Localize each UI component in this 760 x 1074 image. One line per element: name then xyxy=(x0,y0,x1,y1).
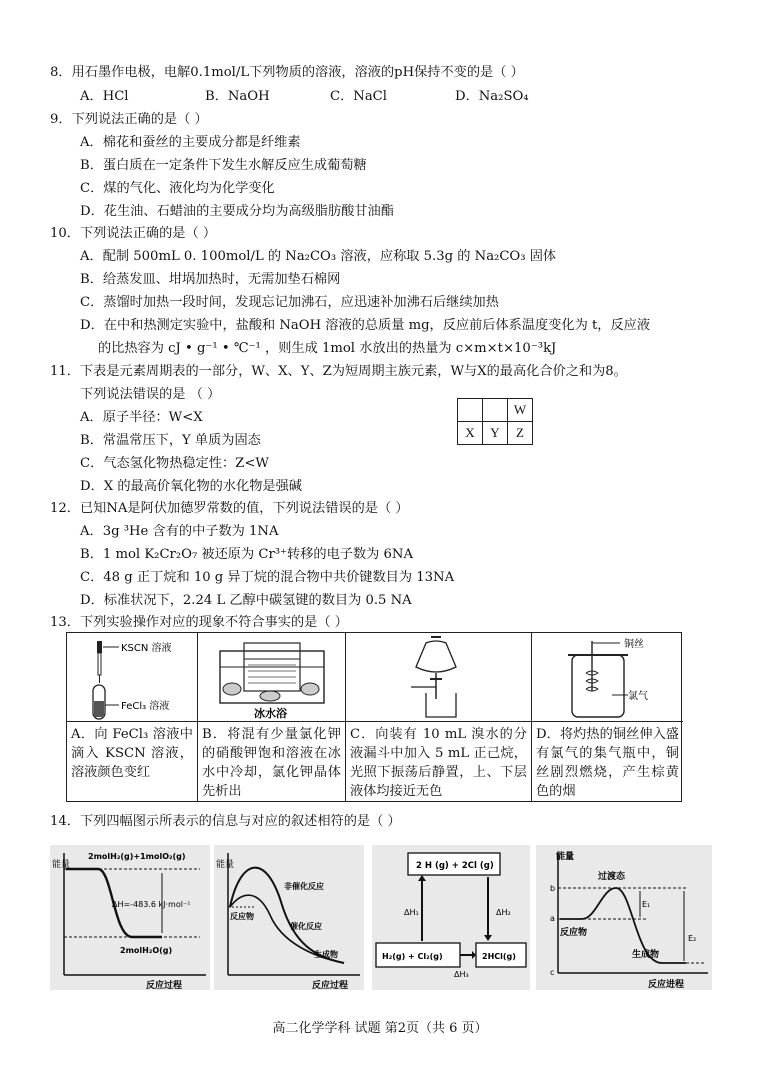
separatory-funnel-icon xyxy=(346,633,531,721)
g2-prod-label: 生成物 xyxy=(314,950,338,959)
g1-ylabel: 能量 xyxy=(52,860,71,870)
g4-xlabel: 反应进程 xyxy=(648,980,685,990)
copper-wire-label: 铜丝 xyxy=(624,639,644,650)
q11-option-a: A．原子半径：W<X xyxy=(80,410,203,425)
q8-option-a: A．HCl xyxy=(80,89,129,104)
experiment-cell-b xyxy=(198,633,346,801)
energy-curve-1 xyxy=(50,845,210,990)
q12-stem: 12．已知NA是阿伏加德罗常数的值，下列说法错误的是（ ） xyxy=(50,501,409,516)
experiment-c-image xyxy=(346,633,531,722)
g2-xlabel: 反应过程 xyxy=(312,981,349,990)
q11-option-d: D．X 的最高价氧化物的水化物是强碱 xyxy=(80,479,302,494)
q9-option-b: B．蛋白质在一定条件下发生水解反应生成葡萄糖 xyxy=(80,158,367,173)
g4-e1-label: E₁ xyxy=(642,900,651,909)
q12-option-a: A．3g ³He 含有的中子数为 1NA xyxy=(80,524,279,539)
g3-dh3-label: ΔH₃ xyxy=(454,970,469,979)
page-footer: 高二化学学科 试题 第2页（共 6 页） xyxy=(272,1021,488,1036)
experiment-cell-a xyxy=(67,633,198,801)
q10-option-d: D．在中和热测定实验中，盐酸和 NaOH 溶液的总质量 mg，反应前后体系温度变化为 t，反应液 xyxy=(80,318,651,333)
g4-react-label: 反应物 xyxy=(560,928,588,938)
g1-top-label: 2molH₂(g)+1molO₂(g) xyxy=(88,852,186,861)
q10-stem: 10．下列说法正确的是（ ） xyxy=(50,226,217,241)
experiment-a-text: A．向 FeCl₃ 溶液中滴入 KSCN 溶液，溶液颜色变红 xyxy=(71,727,193,780)
q9-stem: 9．下列说法正确的是（ ） xyxy=(50,112,208,127)
energy-diagram-3 xyxy=(372,845,530,990)
energy-diagram-1 xyxy=(50,845,210,990)
q11-option-c: C．气态氢化物热稳定性：Z<W xyxy=(80,456,269,471)
g4-a-label: a xyxy=(550,914,555,923)
pt-cell-empty xyxy=(483,399,508,422)
q12-option-c: C．48 g 正丁烷和 10 g 异丁烷的混合物中共价键数目为 13NA xyxy=(80,570,455,585)
g3-top-label: 2 H (g) + 2Cl (g) xyxy=(416,861,494,871)
kscn-label: KSCN 溶液 xyxy=(121,643,172,654)
g4-c-label: c xyxy=(550,968,555,977)
q10-option-a: A．配制 500mL 0. 100mol/L 的 Na₂CO₃ 溶液，应称取 5.3g 的 Na₂CO₃ 固体 xyxy=(80,249,557,264)
g4-ylabel: 能量 xyxy=(556,852,575,862)
q8-option-c: C．NaCl xyxy=(330,89,387,104)
g2-uncat-label: 非催化反应 xyxy=(284,882,324,891)
energy-diagram-2 xyxy=(214,845,364,990)
g4-ts-label: 过渡态 xyxy=(598,872,626,882)
experiment-b-image xyxy=(198,633,345,722)
q14-stem: 14．下列四幅图示所表示的信息与对应的叙述相符的是（ ） xyxy=(50,814,401,829)
experiment-d-image xyxy=(532,633,683,722)
q12-option-b: B．1 mol K₂Cr₂O₇ 被还原为 Cr³⁺转移的电子数为 6NA xyxy=(80,547,413,562)
experiment-cell-d xyxy=(532,633,683,801)
q9-option-d: D．花生油、石蜡油的主要成分均为高级脂肪酸甘油酯 xyxy=(80,204,394,219)
gas-jar-copper-icon xyxy=(532,633,682,721)
chlorine-gas-label: 氯气 xyxy=(628,691,648,702)
q8-stem: 8．用石墨作电极，电解0.1mol/L下列物质的溶液，溶液的pH保持不变的是（ ） xyxy=(50,65,524,80)
g3-dh1-label: ΔH₁ xyxy=(404,908,419,917)
g1-bottom-label: 2molH₂O(g) xyxy=(120,946,173,955)
q11-stem-2: 下列说法错误的是 （ ） xyxy=(80,387,221,402)
experiment-table xyxy=(66,632,682,802)
energy-curve-2 xyxy=(214,845,364,990)
experiment-b-text: B．将混有少量氯化钾的硝酸钾饱和溶液在冰水中冷却，氯化钾晶体先析出 xyxy=(202,727,341,799)
q9-option-c: C．煤的气化、液化均为化学变化 xyxy=(80,181,275,196)
q13-stem: 13．下列实验操作对应的现象不符合事实的是（ ） xyxy=(50,615,348,630)
experiment-cell-c xyxy=(346,633,532,801)
pt-cell-empty xyxy=(458,399,483,422)
q12-option-d: D．标准状况下，2.24 L 乙醇中碳氢键的数目为 0.5 NA xyxy=(80,593,412,608)
experiment-c-text: C．向装有 10 mL 溴水的分液漏斗中加入 5 mL 正己烷，光照下振荡后静置，上、下层液体均接近无色 xyxy=(350,727,527,799)
g3-right-label: 2HCl(g) xyxy=(482,952,516,961)
experiment-d-text: D．将灼热的铜丝伸入盛有氯气的集气瓶中，铜丝剧烈燃烧，产生棕黄色的烟 xyxy=(536,727,679,799)
g2-cat-label: 催化反应 xyxy=(290,922,322,931)
q8-option-d: D．Na₂SO₄ xyxy=(455,89,529,104)
q11-stem: 11．下表是元素周期表的一部分，W、X、Y、Z为短周期主族元素，W与X的最高化合价之和为8。 xyxy=(50,364,627,379)
g4-prod-label: 生成物 xyxy=(632,950,660,960)
g1-xlabel: 反应过程 xyxy=(146,981,183,990)
q10-option-c: C．蒸馏时加热一段时间，发现忘记加沸石，应迅速补加沸石后继续加热 xyxy=(80,295,499,310)
q8-options xyxy=(80,88,600,106)
g3-left-label: H₂(g) + Cl₂(g) xyxy=(382,952,443,961)
hess-cycle-diagram xyxy=(372,845,530,990)
pt-cell-y: Y xyxy=(483,422,508,445)
fecl3-label: FeCl₃ 溶液 xyxy=(121,701,170,712)
g3-dh2-label: ΔH₂ xyxy=(496,908,511,917)
pt-cell-w: W xyxy=(508,399,533,422)
energy-curve-4 xyxy=(536,845,712,990)
g4-e2-label: E₂ xyxy=(688,934,697,943)
experiment-a-image xyxy=(67,633,197,722)
ice-bath-icon xyxy=(198,633,345,721)
q8-option-b: B．NaOH xyxy=(205,89,270,104)
test-tube-dropper-icon xyxy=(67,633,197,721)
q9-option-a: A．棉花和蚕丝的主要成分都是纤维素 xyxy=(80,135,301,150)
g2-ylabel: 能量 xyxy=(216,860,235,870)
pt-cell-x: X xyxy=(458,422,483,445)
g4-b-label: b xyxy=(550,884,556,893)
energy-diagram-4 xyxy=(536,845,712,990)
g2-react-label: 反应物 xyxy=(230,912,254,921)
q10-option-d-continued: 的比热容为 cJ • g⁻¹ • ℃⁻¹ ，则生成 1mol 水放出的热量为 c×m×t×10⁻³kJ xyxy=(98,341,557,356)
q10-option-b: B．给蒸发皿、坩埚加热时，无需加垫石棉网 xyxy=(80,272,341,287)
g1-dh-label: ΔH=-483.6 kJ·mol⁻¹ xyxy=(112,900,191,909)
ice-bath-label: 冰水浴 xyxy=(254,707,287,720)
q11-option-b: B．常温常压下，Y 单质为固态 xyxy=(80,433,261,448)
pt-cell-z: Z xyxy=(508,422,533,445)
periodic-table-fragment xyxy=(457,398,533,445)
